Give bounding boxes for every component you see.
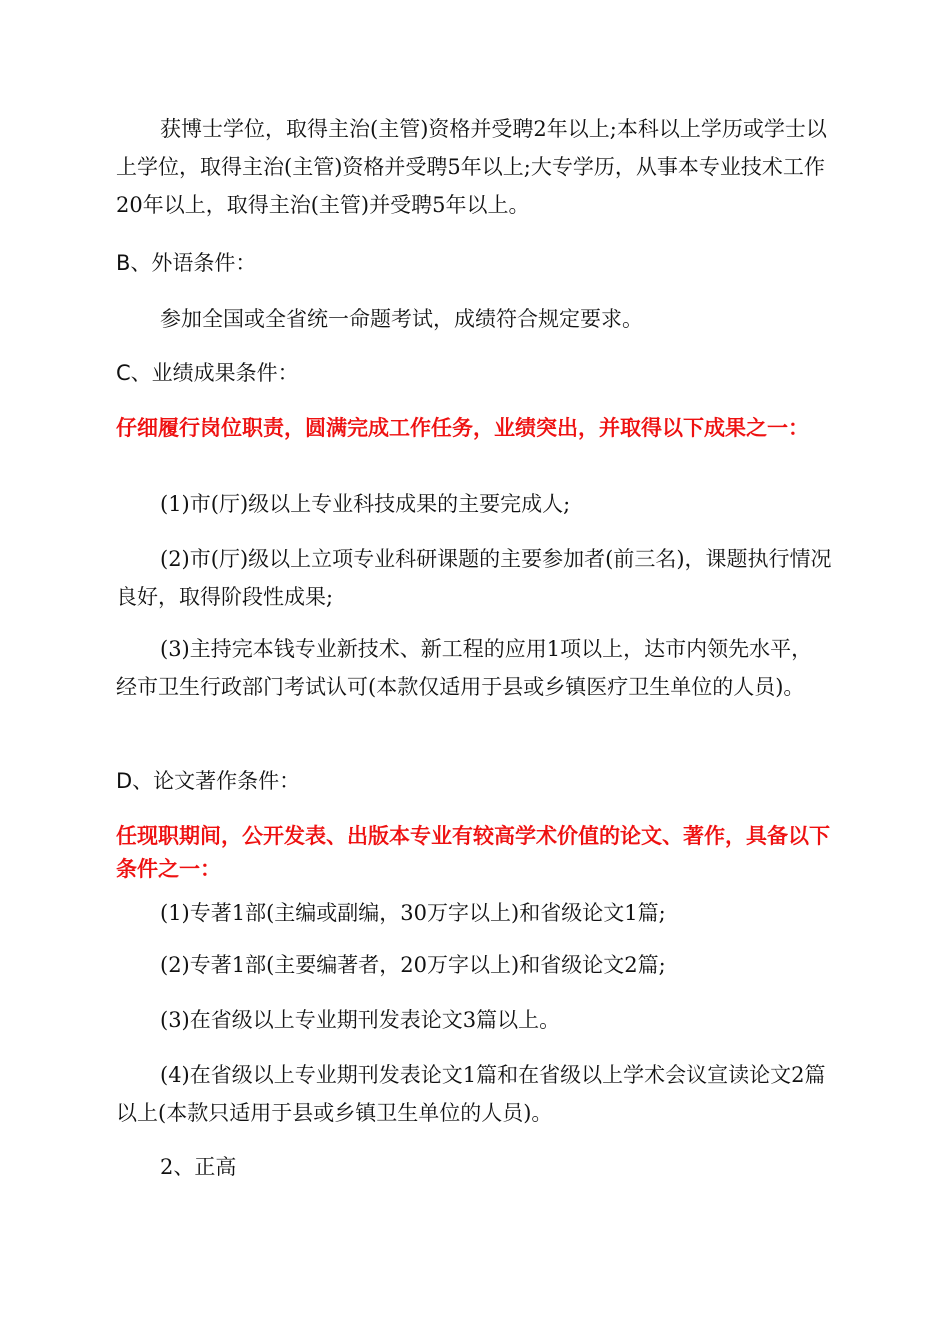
- section-heading-2: 2、正高: [160, 1155, 237, 1179]
- heading-achievements: C、业绩成果条件：: [116, 361, 299, 385]
- list-item-achievement-3: (3)主持完本钱专业新技术、新工程的应用1项以上，达市内领先水平，经市卫生行政部门考试认可(本款仅适用于县或乡镇医疗卫生单位的人员)。: [116, 637, 813, 699]
- highlight-achievements: 仔细履行岗位职责，圆满完成工作任务，业绩突出，并取得以下成果之一：: [116, 416, 809, 440]
- list-item-publication-3: (3)在省级以上专业期刊发表论文3篇以上。: [160, 1008, 561, 1032]
- heading-publications: D、论文著作条件：: [116, 769, 301, 793]
- list-item-publication-4: (4)在省级以上专业期刊发表论文1篇和在省级以上学术会议宣读论文2篇以上(本款只适用于县或乡镇卫生单位的人员)。: [116, 1063, 826, 1125]
- highlight-publications: 任现职期间，公开发表、出版本专业有较高学术价值的论文、著作，具备以下条件之一：: [116, 824, 830, 881]
- list-item-achievement-1: (1)市(厅)级以上专业科技成果的主要完成人;: [160, 492, 571, 516]
- list-item-achievement-2: (2)市(厅)级以上立项专业科研课题的主要参加者(前三名)，课题执行情况良好，取得阶段性成果;: [116, 547, 832, 609]
- heading-foreign-language: B、外语条件：: [116, 251, 257, 275]
- paragraph-foreign-language: 参加全国或全省统一命题考试，成绩符合规定要求。: [160, 307, 643, 331]
- list-item-publication-2: (2)专著1部(主要编著者，20万字以上)和省级论文2篇;: [160, 953, 666, 977]
- paragraph-qualification: 获博士学位，取得主治(主管)资格并受聘2年以上;本科以上学历或学士以上学位，取得主治(主管)资格并受聘5年以上;大专学历，从事本专业技术工作20年以上，取得主治(主管)并受聘5年以上。: [116, 117, 827, 217]
- list-item-publication-1: (1)专著1部(主编或副编，30万字以上)和省级论文1篇;: [160, 901, 666, 925]
